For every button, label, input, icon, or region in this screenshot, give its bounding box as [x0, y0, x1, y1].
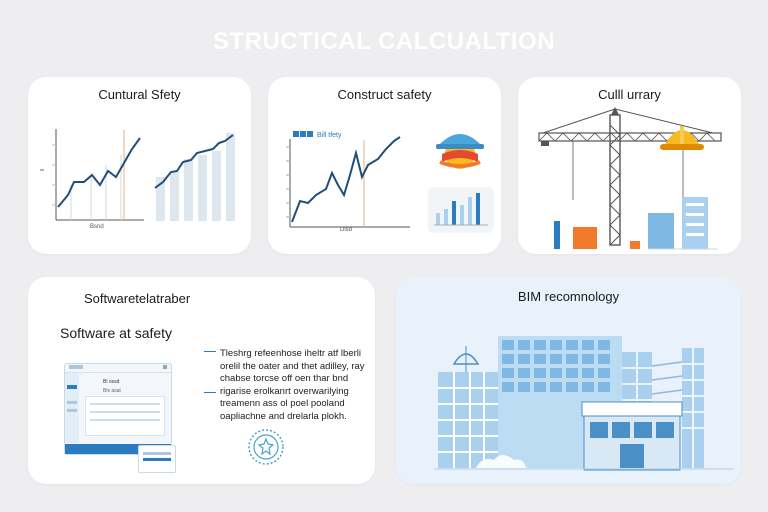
- card-title: Culll urrary: [598, 87, 661, 102]
- page-title: STRUCTICAL CALCUALTION: [212, 28, 556, 55]
- card-title: Softwaretelatraber: [84, 291, 191, 306]
- card-cuntural-safety[interactable]: [28, 77, 251, 254]
- gear-emblem-icon: [246, 427, 286, 467]
- building-blocks-illustration: [538, 189, 738, 249]
- legend-label: Bill tfety: [317, 132, 342, 139]
- card-title: BIM recomnology: [517, 289, 620, 304]
- window-content-panel: [85, 396, 165, 436]
- window-title-bar: [65, 364, 171, 373]
- card-construct-safety[interactable]: [268, 77, 501, 254]
- window-title: Bl ossd: [103, 379, 120, 385]
- card-title: Construct safety: [337, 87, 432, 102]
- software-window-mockup: [64, 363, 172, 455]
- window-menu-icon: [69, 365, 83, 369]
- card-software[interactable]: [28, 277, 375, 484]
- card-bim-technology[interactable]: [396, 277, 741, 484]
- sidebar-item: [67, 401, 77, 404]
- window-close-icon: [163, 365, 167, 369]
- mini-bar-chart-icon: [428, 187, 494, 233]
- sidebar-item: [67, 385, 77, 389]
- hard-hat-icon: [660, 120, 704, 154]
- building-illustration: [434, 332, 734, 472]
- card-title: Cuntural Sfety: [98, 87, 181, 102]
- chart-x-label: Bsnd: [90, 224, 104, 230]
- card-culll-urrary[interactable]: [518, 77, 741, 254]
- overlay-panel: [138, 445, 176, 473]
- line-chart-illustration: [282, 137, 412, 237]
- description-text: Tleshrg refeenhose iheltr atf lberli orelil the oater and thet adilley, ray chabse torcse off oen thar bnd rigarise erolkanrt overwarilying treamenn ass ol poel pooland oapliachne and drelarla plokh.: [220, 348, 365, 422]
- window-label: Blx asat: [103, 388, 121, 394]
- window-sidebar: [65, 373, 79, 443]
- sidebar-item: [67, 409, 77, 412]
- line-chart-illustration: [46, 125, 146, 235]
- pointer-lines: [204, 351, 216, 393]
- bar-chart-illustration: [153, 127, 243, 227]
- card-subtitle: Software at safety: [60, 325, 173, 341]
- chart-x-label: Dlsd: [340, 227, 353, 233]
- hard-hat-worker-icon: [432, 122, 488, 178]
